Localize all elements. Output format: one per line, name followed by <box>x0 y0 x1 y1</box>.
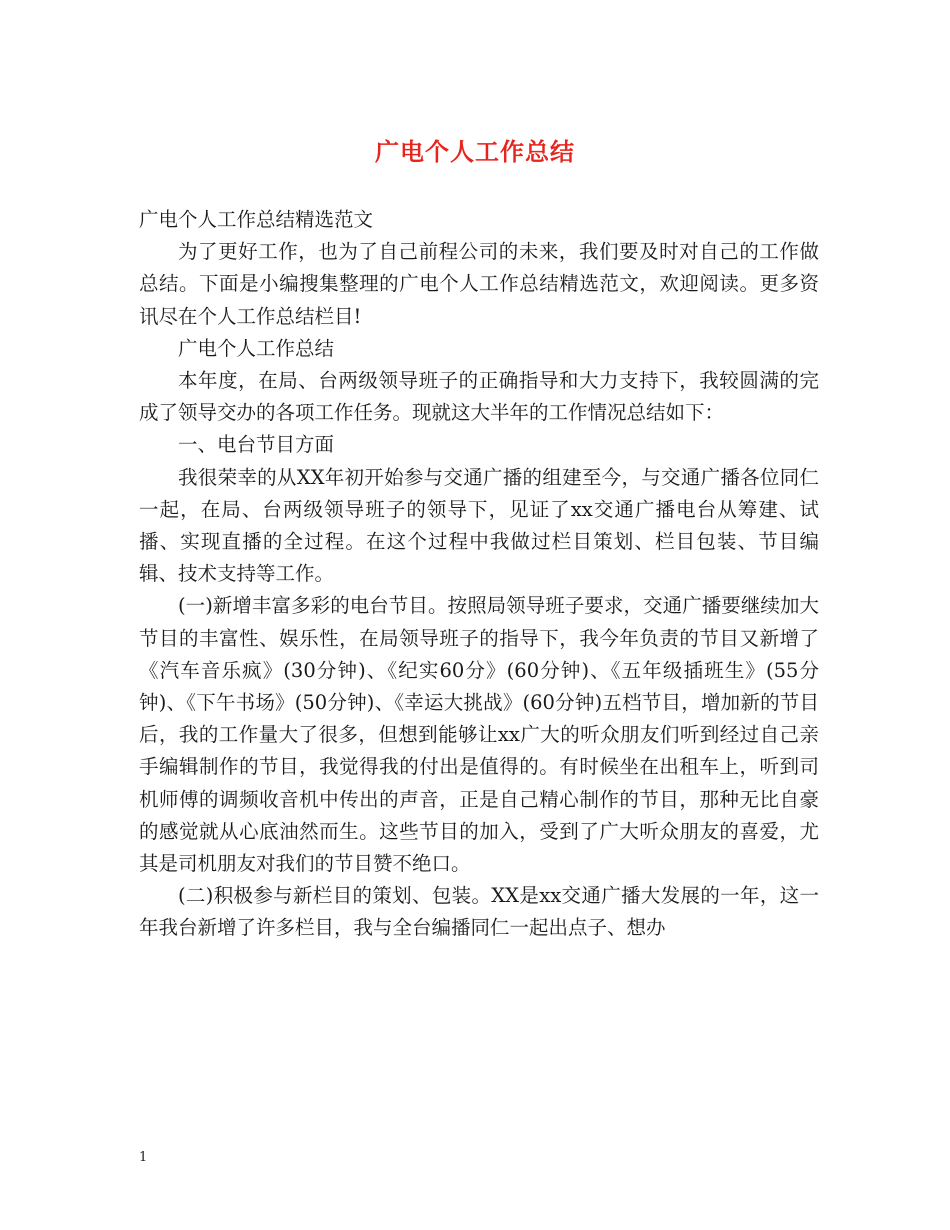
document-body <box>139 204 819 945</box>
paragraph-intro: 为了更好工作，也为了自己前程公司的未来，我们要及时对自己的工作做总结。下面是小编搜集整理的广电个人工作总结精选范文，欢迎阅读。更多资讯尽在个人工作总结栏目! <box>139 240 819 328</box>
paragraph-subtitle: 广电个人工作总结精选范文 <box>139 208 374 231</box>
paragraph-new-columns: (二)积极参与新栏目的策划、包装。XX是xx交通广播大发展的一年，这一年我台新增了许多栏目，我与全台编播同仁一起出点子、想办 <box>139 884 819 940</box>
document-title: 广电个人工作总结 <box>375 137 575 166</box>
page-number: 1 <box>139 1150 148 1165</box>
paragraph-new-programs: (一)新增丰富多彩的电台节目。按照局领导班子要求，交通广播要继续加大节目的丰富性、娱乐性，在局领导班子的指导下，我今年负责的节目又新增了《汽车音乐疯》(30分钟)、《纪实60分》(60分钟)、《五年级插班生》(55分钟)、《下午书场》(50分钟)、《幸运大挑战》(60分钟)五档节目，增加新的节目后，我的工作量大了很多，但想到能够让xx广大的听众朋友们听到经过自己亲手编辑制作的节目，我觉得我的付出是值得的。有时候坐在出租车上，听到司机师傅的调频收音机中传出的声音，正是自己精心制作的节目，那种无比自豪的感觉就从心底油然而生。这些节目的加入，受到了广大听众朋友的喜爱，尤其是司机朋友对我们的节目赞不绝口。 <box>139 594 819 876</box>
paragraph-background: 我很荣幸的从XX年初开始参与交通广播的组建至今，与交通广播各位同仁一起，在局、台两级领导班子的领导下，见证了xx交通广播电台从筹建、试播、实现直播的全过程。在这个过程中我做过栏目策划、栏目包装、节目编辑、技术支持等工作。 <box>139 465 819 586</box>
section-heading-radio-programs: 一、电台节目方面 <box>178 433 335 457</box>
paragraph-heading: 广电个人工作总结 <box>178 336 335 360</box>
paragraph-opening: 本年度，在局、台两级领导班子的正确指导和大力支持下，我较圆满的完成了领导交办的各项工作任务。现就这大半年的工作情况总结如下： <box>139 369 819 425</box>
